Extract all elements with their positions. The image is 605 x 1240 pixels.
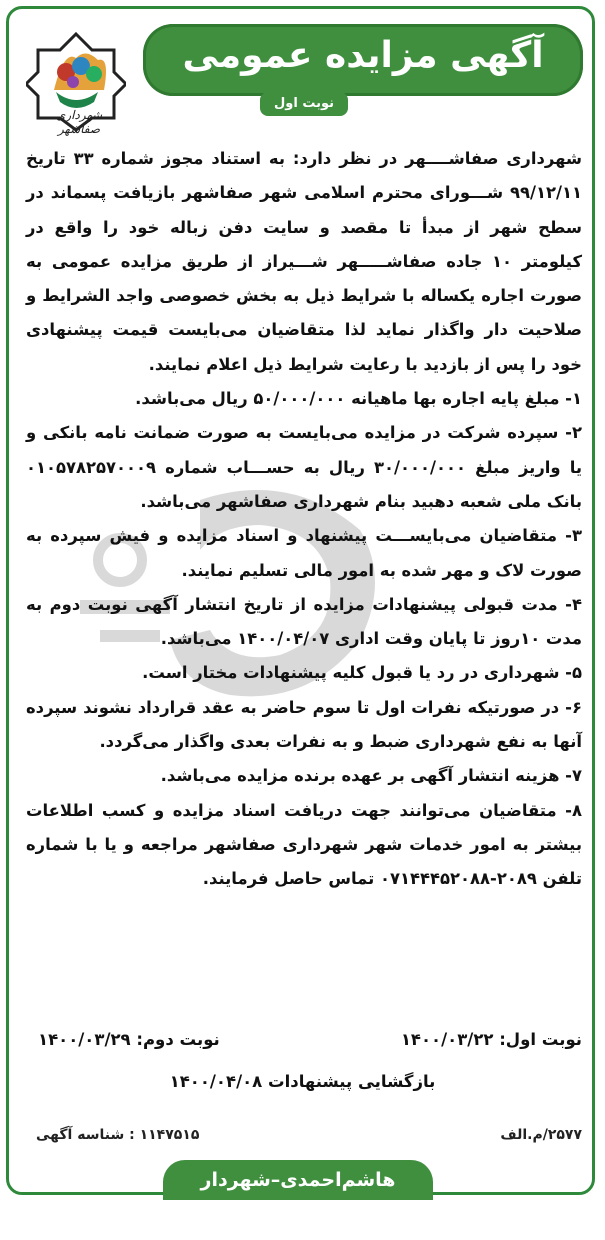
bid-opening-date: بازگشایی پیشنهادات ۱۴۰۰/۰۴/۰۸ <box>169 1072 436 1091</box>
second-round-date: نوبت دوم: ۱۴۰۰/۰۳/۲۹ <box>38 1030 220 1049</box>
condition-item-3: ۳- متقاضیان می‌بایســـت پیشنهاد و اسناد مزایده و فیش سپرده به صورت لاک و مهر شده به امور مالی تسلیم نمایند. <box>26 526 582 580</box>
ad-id: ۱۱۴۷۵۱۵ : شناسه آگهی <box>36 1127 200 1143</box>
condition-item-7: ۷- هزینه انتشار آگهی بر عهده برنده مزایده می‌باشد. <box>160 766 582 786</box>
condition-item-8: ۸- متقاضیان می‌توانند جهت دریافت اسناد مزایده و کسب اطلاعات بیشتر به امور خدمات شهر شهرداری صفاشهر مراجعه و یا با شماره تلفن ۲۰۸۹-۰۷۱۴۴۴۵۲۰۸۸ تماس حاصل فرمایند. <box>26 800 582 889</box>
condition-item-2: ۲- سپرده شرکت در مزایده می‌بایست به صورت ضمانت نامه بانکی و یا واریز مبلغ ۳۰/۰۰۰/۰۰۰ ریال به حســـاب شماره ۰۱۰۵۷۸۲۵۷۰۰۰۹ بانک ملی شعبه دهبید بنام شهرداری صفاشهر می‌باشد. <box>26 423 583 511</box>
intro-paragraph: شهرداری صفاشــــهر در نظر دارد: به استناد مجوز شماره ۳۳ تاریخ ۹۹/۱۲/۱۱ شـــورای محترم اسلامی شهر صفاشهر بازیافت پسماند در سطح شهر از مبدأ تا مقصد و سایت دفن زباله خود را واقع در کیلومتر ۱۰ جاده صفاشـــــهر شـــیراز از طریق مزایده عمومی به صورت اجاره یکساله با شرایط ذیل به بخش خصوصی واجد الشرایط و صلاحیت دار واگذار نماید لذا متقاضیان می‌بایست قیمت پیشنهادی خود را پس از بازدید با رعایت شرایط ذیل اعلام نمایند. <box>26 149 583 374</box>
reference-number: ۲۵۷۷/م.الف <box>500 1127 582 1143</box>
ad-body <box>26 142 582 897</box>
condition-item-1: ۱- مبلغ پایه اجاره بها ماهیانه ۵۰/۰۰۰/۰۰۰ ریال می‌باشد. <box>135 389 582 409</box>
condition-item-5: ۵- شهرداری در رد یا قبول کلیه پیشنهادات مختار است. <box>142 663 582 683</box>
ad-title: آگهی مزایده عمومی <box>182 35 544 76</box>
header-banner <box>143 24 583 96</box>
condition-item-6: ۶- در صورتیکه نفرات اول تا سوم حاضر به عقد قرارداد نشوند سپرده آنها به نفع شهرداری ضبط و به نفرات بعدی واگذار می‌گردد. <box>26 697 582 752</box>
signature-bar: هاشم‌احمدی–شهردار صفاشهر <box>163 1160 433 1200</box>
round-badge: نوبت اول <box>260 92 348 116</box>
first-round-date: نوبت اول: ۱۴۰۰/۰۳/۲۲ <box>400 1030 582 1049</box>
condition-item-4: ۴- مدت قبولی پیشنهادات مزایده از تاریخ انتشار آگهی نوبت دوم به مدت ۱۰روز تا پایان وقت اداری ۱۴۰۰/۰۴/۰۷ می‌باشد. <box>26 594 582 649</box>
logo-caption: شهرداری صفاشهر <box>55 108 103 136</box>
